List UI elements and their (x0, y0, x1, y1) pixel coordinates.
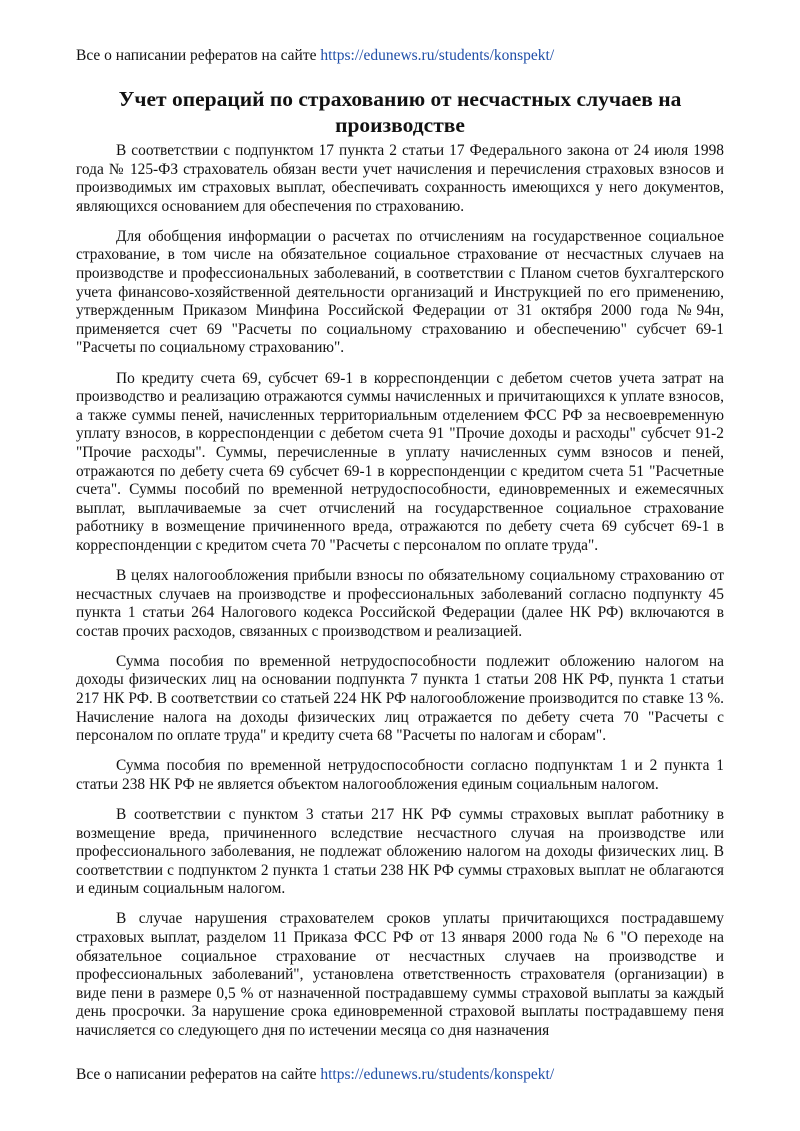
header-link[interactable]: https://edunews.ru/students/konspekt/ (320, 47, 555, 64)
paragraph-1: В соответствии с подпунктом 17 пункта 2 статьи 17 Федерального закона от 24 июля 1998 года № 125-ФЗ страхователь обязан вести учет начисления и перечисления страховых взносов и производимых им страховых выплат, обеспечивать сохранность имеющихся у него документов, являющихся основанием для обеспечения по страхованию. (76, 142, 724, 215)
footer-link[interactable]: https://edunews.ru/students/konspekt/ (320, 1066, 555, 1083)
paragraph-8: В случае нарушения страхователем сроков уплаты причитающихся пострадавшему страховых выплат, разделом 11 Приказа ФСС РФ от 13 января 2000 года № 6 "О переходе на обязательное социальное страхование от несчастных случаев на производстве и профессиональных заболеваний", установлена ответственность страхователя (организации) в виде пени в размере 0,5 % от назначенной пострадавшему суммы страховой выплаты за каждый день просрочки. За нарушение срока единовременной страховой выплаты пострадавшему пеня начисляется со следующего дня по истечении месяца со дня назначения (76, 910, 724, 1040)
paragraph-5: Сумма пособия по временной нетрудоспособности подлежит обложению налогом на доходы физических лиц на основании подпункта 7 пункта 1 статьи 208 НК РФ, пункта 1 статьи 217 НК РФ. В соответствии со статьей 224 НК РФ налогообложение производится по ставке 13 %. Начисление налога на доходы физических лиц отражается по дебету счета 70 "Расчеты с персоналом по оплате труда" и кредиту счета 68 "Расчеты по налогам и сборам". (76, 652, 724, 745)
document-title: Учет операций по страхованию от несчастных случаев на производстве (118, 87, 682, 137)
paragraph-4: В целях налогообложения прибыли взносы по обязательному социальному страхованию от несчастных случаев на производстве и профессиональных заболеваний согласно подпункту 45 пункта 1 статьи 264 Налогового кодекса Российской Федерации (далее НК РФ) включаются в состав прочих расходов, связанных с производством и реализацией. (76, 566, 724, 640)
footer-text: Все о написании рефератов на сайте (76, 1066, 321, 1083)
header-text: Все о написании рефератов на сайте (76, 47, 321, 64)
paragraph-3: По кредиту счета 69, субсчет 69-1 в корреспонденции с дебетом счетов учета затрат на производство и реализацию отражаются суммы начисленных и причитающихся к уплате взносов, а также суммы пеней, начисленных территориальным отделением ФСС РФ за несвоевременную уплату взносов, в корреспонденции с дебетом счета 91 "Прочие доходы и расходы" субсчет 91-2 "Прочие расходы". Суммы, перечисленные в уплату начисленных сумм взносов и пеней, отражаются по дебету счета 69 субсчет 69-1 в корреспонденции с кредитом счета 51 "Расчетные счета". Суммы пособий по временной нетрудоспособности, единовременных и ежемесячных выплат, выплачиваемые за счет отчислений на государственное социальное страхование работнику в возмещение причиненного вреда, отражаются по дебету счета 69 субсчет 69-1 в корреспонденции с кредитом счета 70 "Расчеты с персоналом по оплате труда". (76, 369, 724, 554)
paragraph-2: Для обобщения информации о расчетах по отчислениям на государственное социальное страхование, в том числе на обязательное социальное страхование от несчастных случаев на производстве и профессиональных заболеваний, в соответствии с Планом счетов бухгалтерского учета финансово-хозяйственной деятельности организаций и Инструкцией по его применению, утвержденным Приказом Минфина Российской Федерации от 31 октября 2000 года №94н, применяется счет 69 "Расчеты по социальному страхованию и обеспечению" субсчет 69-1 "Расчеты по социальному страхованию". (76, 227, 724, 357)
paragraph-7: В соответствии с пунктом 3 статьи 217 НК РФ суммы страховых выплат работнику в возмещение вреда, причиненного вследствие несчастного случая на производстве или профессионального заболевания, не подлежат обложению налогом на доходы физических лиц. В соответствии с подпунктом 2 пункта 1 статьи 238 НК РФ суммы страховых выплат не облагаются и единым социальным налогом. (76, 806, 724, 898)
paragraph-6: Сумма пособия по временной нетрудоспособности согласно подпунктам 1 и 2 пункта 1 статьи 238 НК РФ не является объектом налогообложения единым социальным налогом. (76, 757, 724, 793)
page-footer (76, 1065, 554, 1085)
page-header (76, 46, 554, 66)
document-body (76, 142, 724, 1052)
